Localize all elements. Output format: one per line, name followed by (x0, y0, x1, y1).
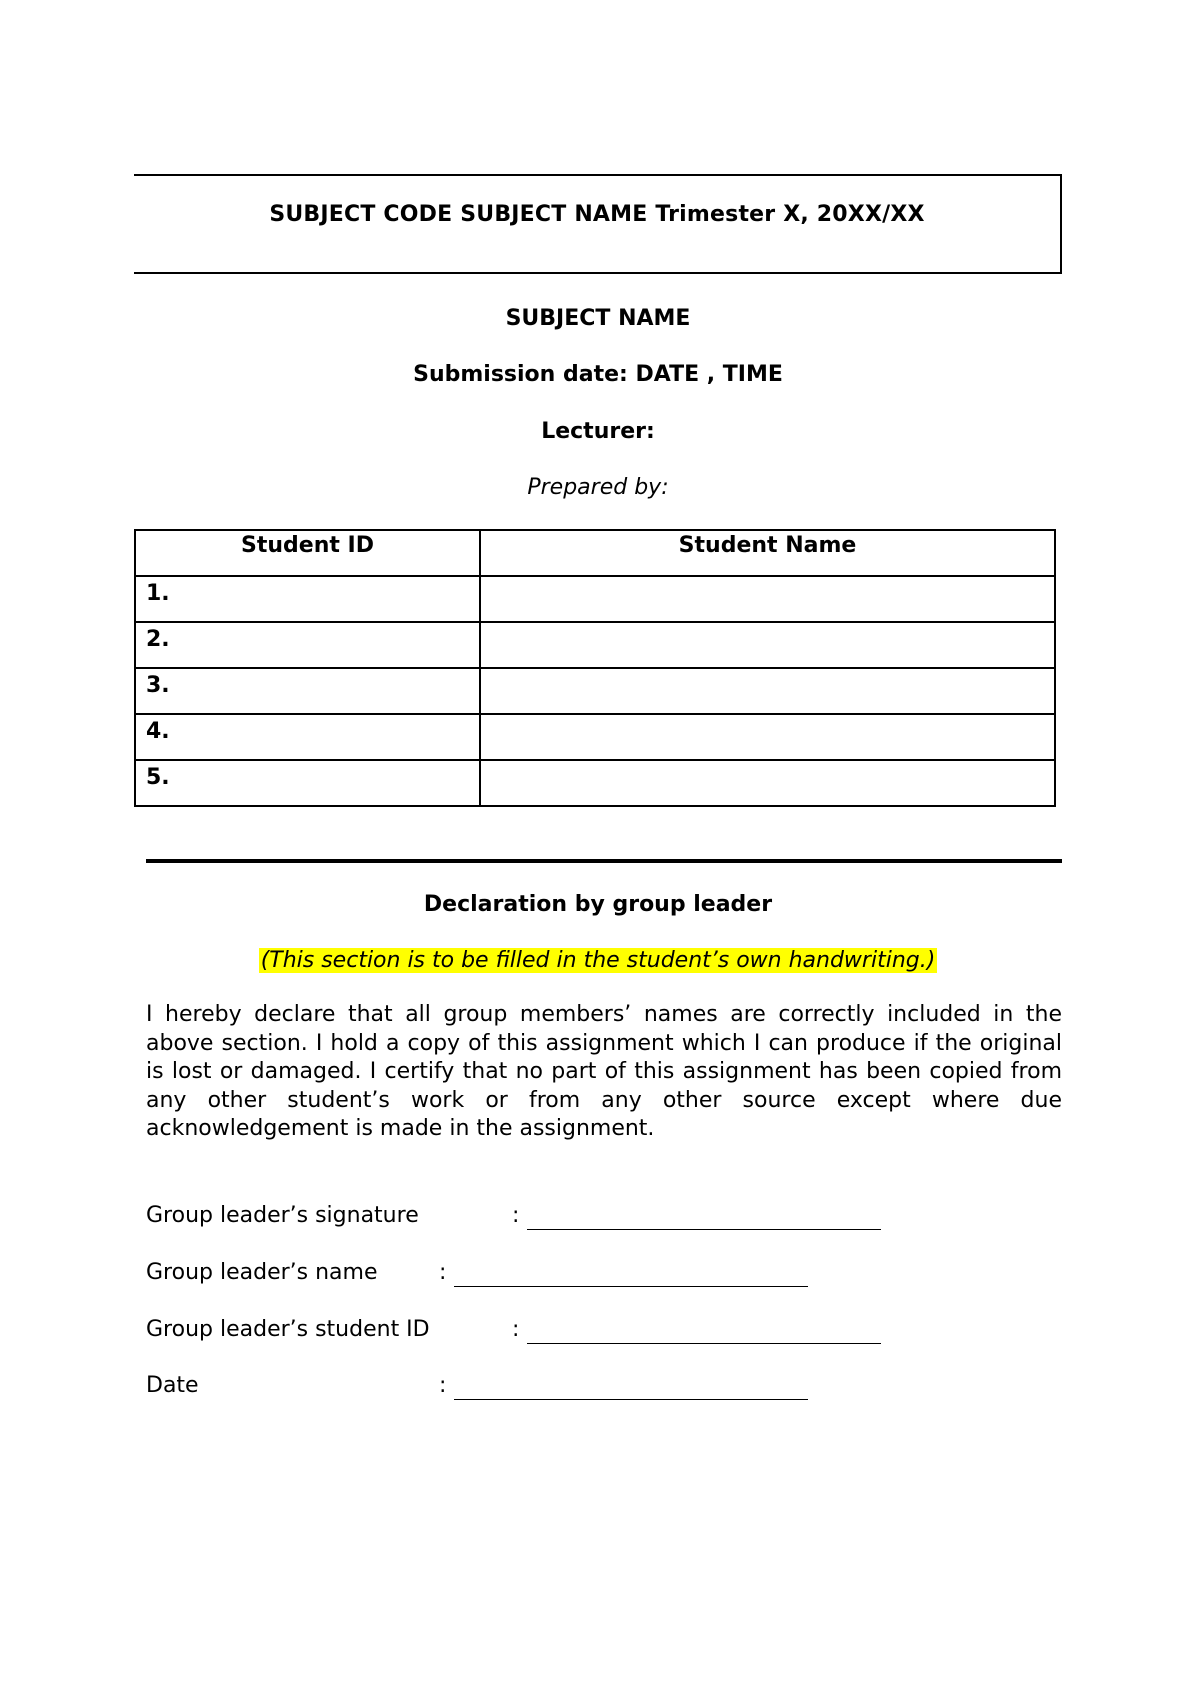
table-row (135, 668, 1055, 714)
lecturer-label: Lecturer: (541, 419, 655, 444)
student-id-cell[interactable]: 5. (135, 760, 480, 806)
student-id-cell[interactable]: 1. (135, 576, 480, 622)
student-id-label: Group leader’s student ID (146, 1317, 430, 1342)
date-field[interactable] (454, 1399, 808, 1400)
table-row (135, 576, 1055, 622)
student-id-field[interactable] (527, 1343, 881, 1344)
header-box (134, 174, 1062, 274)
table-row (135, 622, 1055, 668)
submission-date: Submission date: DATE , TIME (413, 362, 783, 387)
declaration-body: I hereby declare that all group members’ names are correctly included in the above section. I hold a copy of this assignment which I can produce if the original is lost or damaged. I certify that no part of this assignment has been copied from any other student’s work or from any other source except where due acknowledgement is made in the assignment. (146, 1002, 1062, 1141)
signature-colon: : (512, 1203, 520, 1228)
signature-field[interactable] (527, 1229, 881, 1230)
signature-label: Group leader’s signature (146, 1203, 419, 1228)
student-name-cell[interactable] (480, 576, 1055, 622)
header-student-name: Student Name (480, 530, 1055, 576)
prepared-by-label: Prepared by: (527, 475, 669, 500)
student-id-cell[interactable]: 4. (135, 714, 480, 760)
declaration-note: (This section is to be filled in the student’s own handwriting.) (260, 948, 936, 973)
student-name-cell[interactable] (480, 668, 1055, 714)
name-label: Group leader’s name (146, 1260, 378, 1285)
table-row (135, 714, 1055, 760)
declaration-note-line (134, 948, 1062, 973)
declaration-title: Declaration by group leader (423, 892, 773, 917)
student-id-cell[interactable]: 2. (135, 622, 480, 668)
students-table (134, 529, 1056, 807)
name-field[interactable] (454, 1286, 808, 1287)
table-row (135, 760, 1055, 806)
header-student-id: Student ID (135, 530, 480, 576)
section-divider (146, 859, 1062, 863)
name-colon: : (439, 1260, 447, 1285)
student-name-cell[interactable] (480, 714, 1055, 760)
date-label: Date (146, 1373, 199, 1398)
student-name-cell[interactable] (480, 622, 1055, 668)
student-id-colon: : (512, 1317, 520, 1342)
header-title: SUBJECT CODE SUBJECT NAME Trimester X, 20XX/XX (269, 202, 925, 227)
student-id-cell[interactable]: 3. (135, 668, 480, 714)
subject-name: SUBJECT NAME (505, 306, 691, 331)
table-header-row (135, 530, 1055, 576)
student-name-cell[interactable] (480, 760, 1055, 806)
date-colon: : (439, 1373, 447, 1398)
